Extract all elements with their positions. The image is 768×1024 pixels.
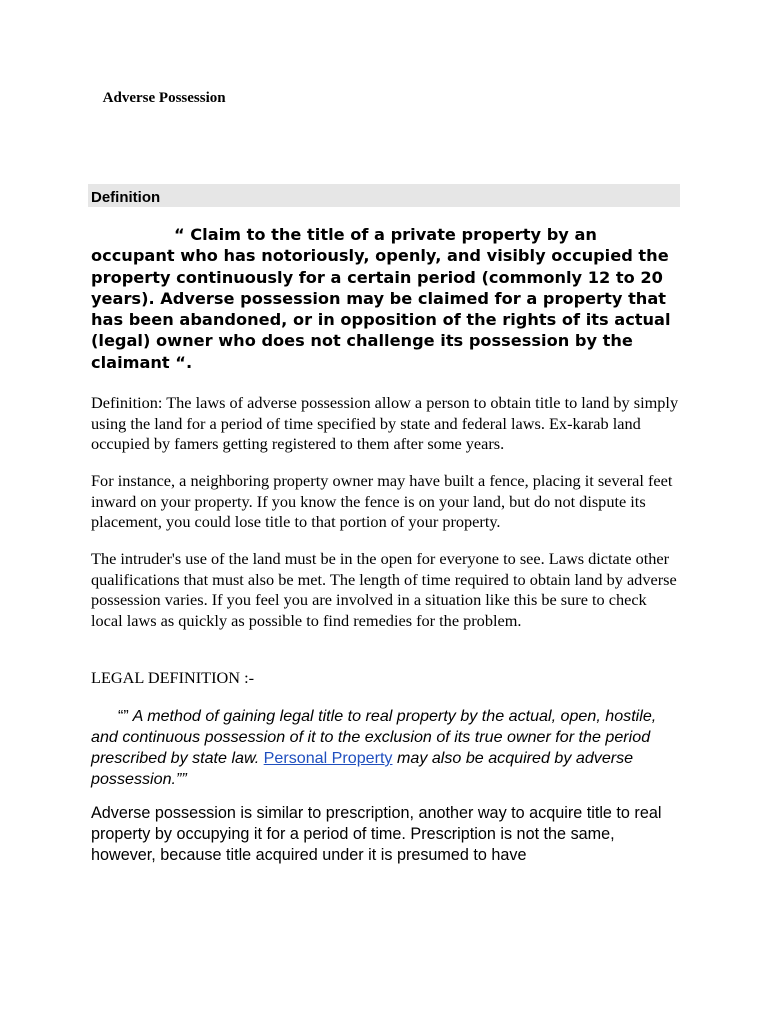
paragraph-definition: Definition: The laws of adverse possession allow a person to obtain title to land by simply using the land for a period of time specified by state and federal laws. Ex-karab land occupied by famers getting registered to them after some years. <box>91 393 679 453</box>
personal-property-link[interactable]: Personal Property <box>263 749 393 767</box>
document-title <box>91 90 237 107</box>
bullet-symbol-icon <box>91 90 103 106</box>
quote-open-mark: “” <box>118 707 129 725</box>
definition-quote-text: “ Claim to the title of a private property by an occupant who has notoriously, openly, and visibly occupied the property continuously for a certain period (commonly 12 to 20 years). Adverse possession may be claimed for a property that has been abandoned, or in opposition of the rights of its actual (legal) owner who does not challenge its possession by the claimant “. <box>91 225 671 372</box>
paragraph-intruder: The intruder's use of the land must be in the open for everyone to see. Laws dictate other qualifications that must also be met. The length of time required to obtain land by adverse possession varies. If you feel you are involved in a situation like this be sure to check local laws as quickly as possible to find remedies for the problem. <box>91 549 677 630</box>
paragraph-prescription: Adverse possession is similar to prescription, another way to acquire title to real property by occupying it for a period of time. Prescription is not the same, however, because title acquired under it is presumed to have <box>91 804 662 864</box>
legal-definition-heading: LEGAL DEFINITION :- <box>91 668 255 687</box>
bullet-symbol-icon <box>226 90 238 106</box>
definition-quote <box>91 224 680 373</box>
definition-heading: Definition <box>88 184 680 207</box>
title-text: Adverse Possession <box>91 90 214 106</box>
legal-quote-text-before: A method of gaining legal title to real property by the actual, open, hostile, and continuous possession of it to the exclusion of its true owner for the period prescribed by state law. <box>91 707 657 767</box>
legal-quote-text-after: may also be acquired by adverse possession.”” <box>91 749 634 788</box>
paragraph-example: For instance, a neighboring property owner may have built a fence, placing it several feet inward on your property. If you know the fence is on your land, but do not dispute its placement, you could lose title to that portion of your property. <box>91 471 673 531</box>
legal-definition-quote <box>91 706 680 790</box>
